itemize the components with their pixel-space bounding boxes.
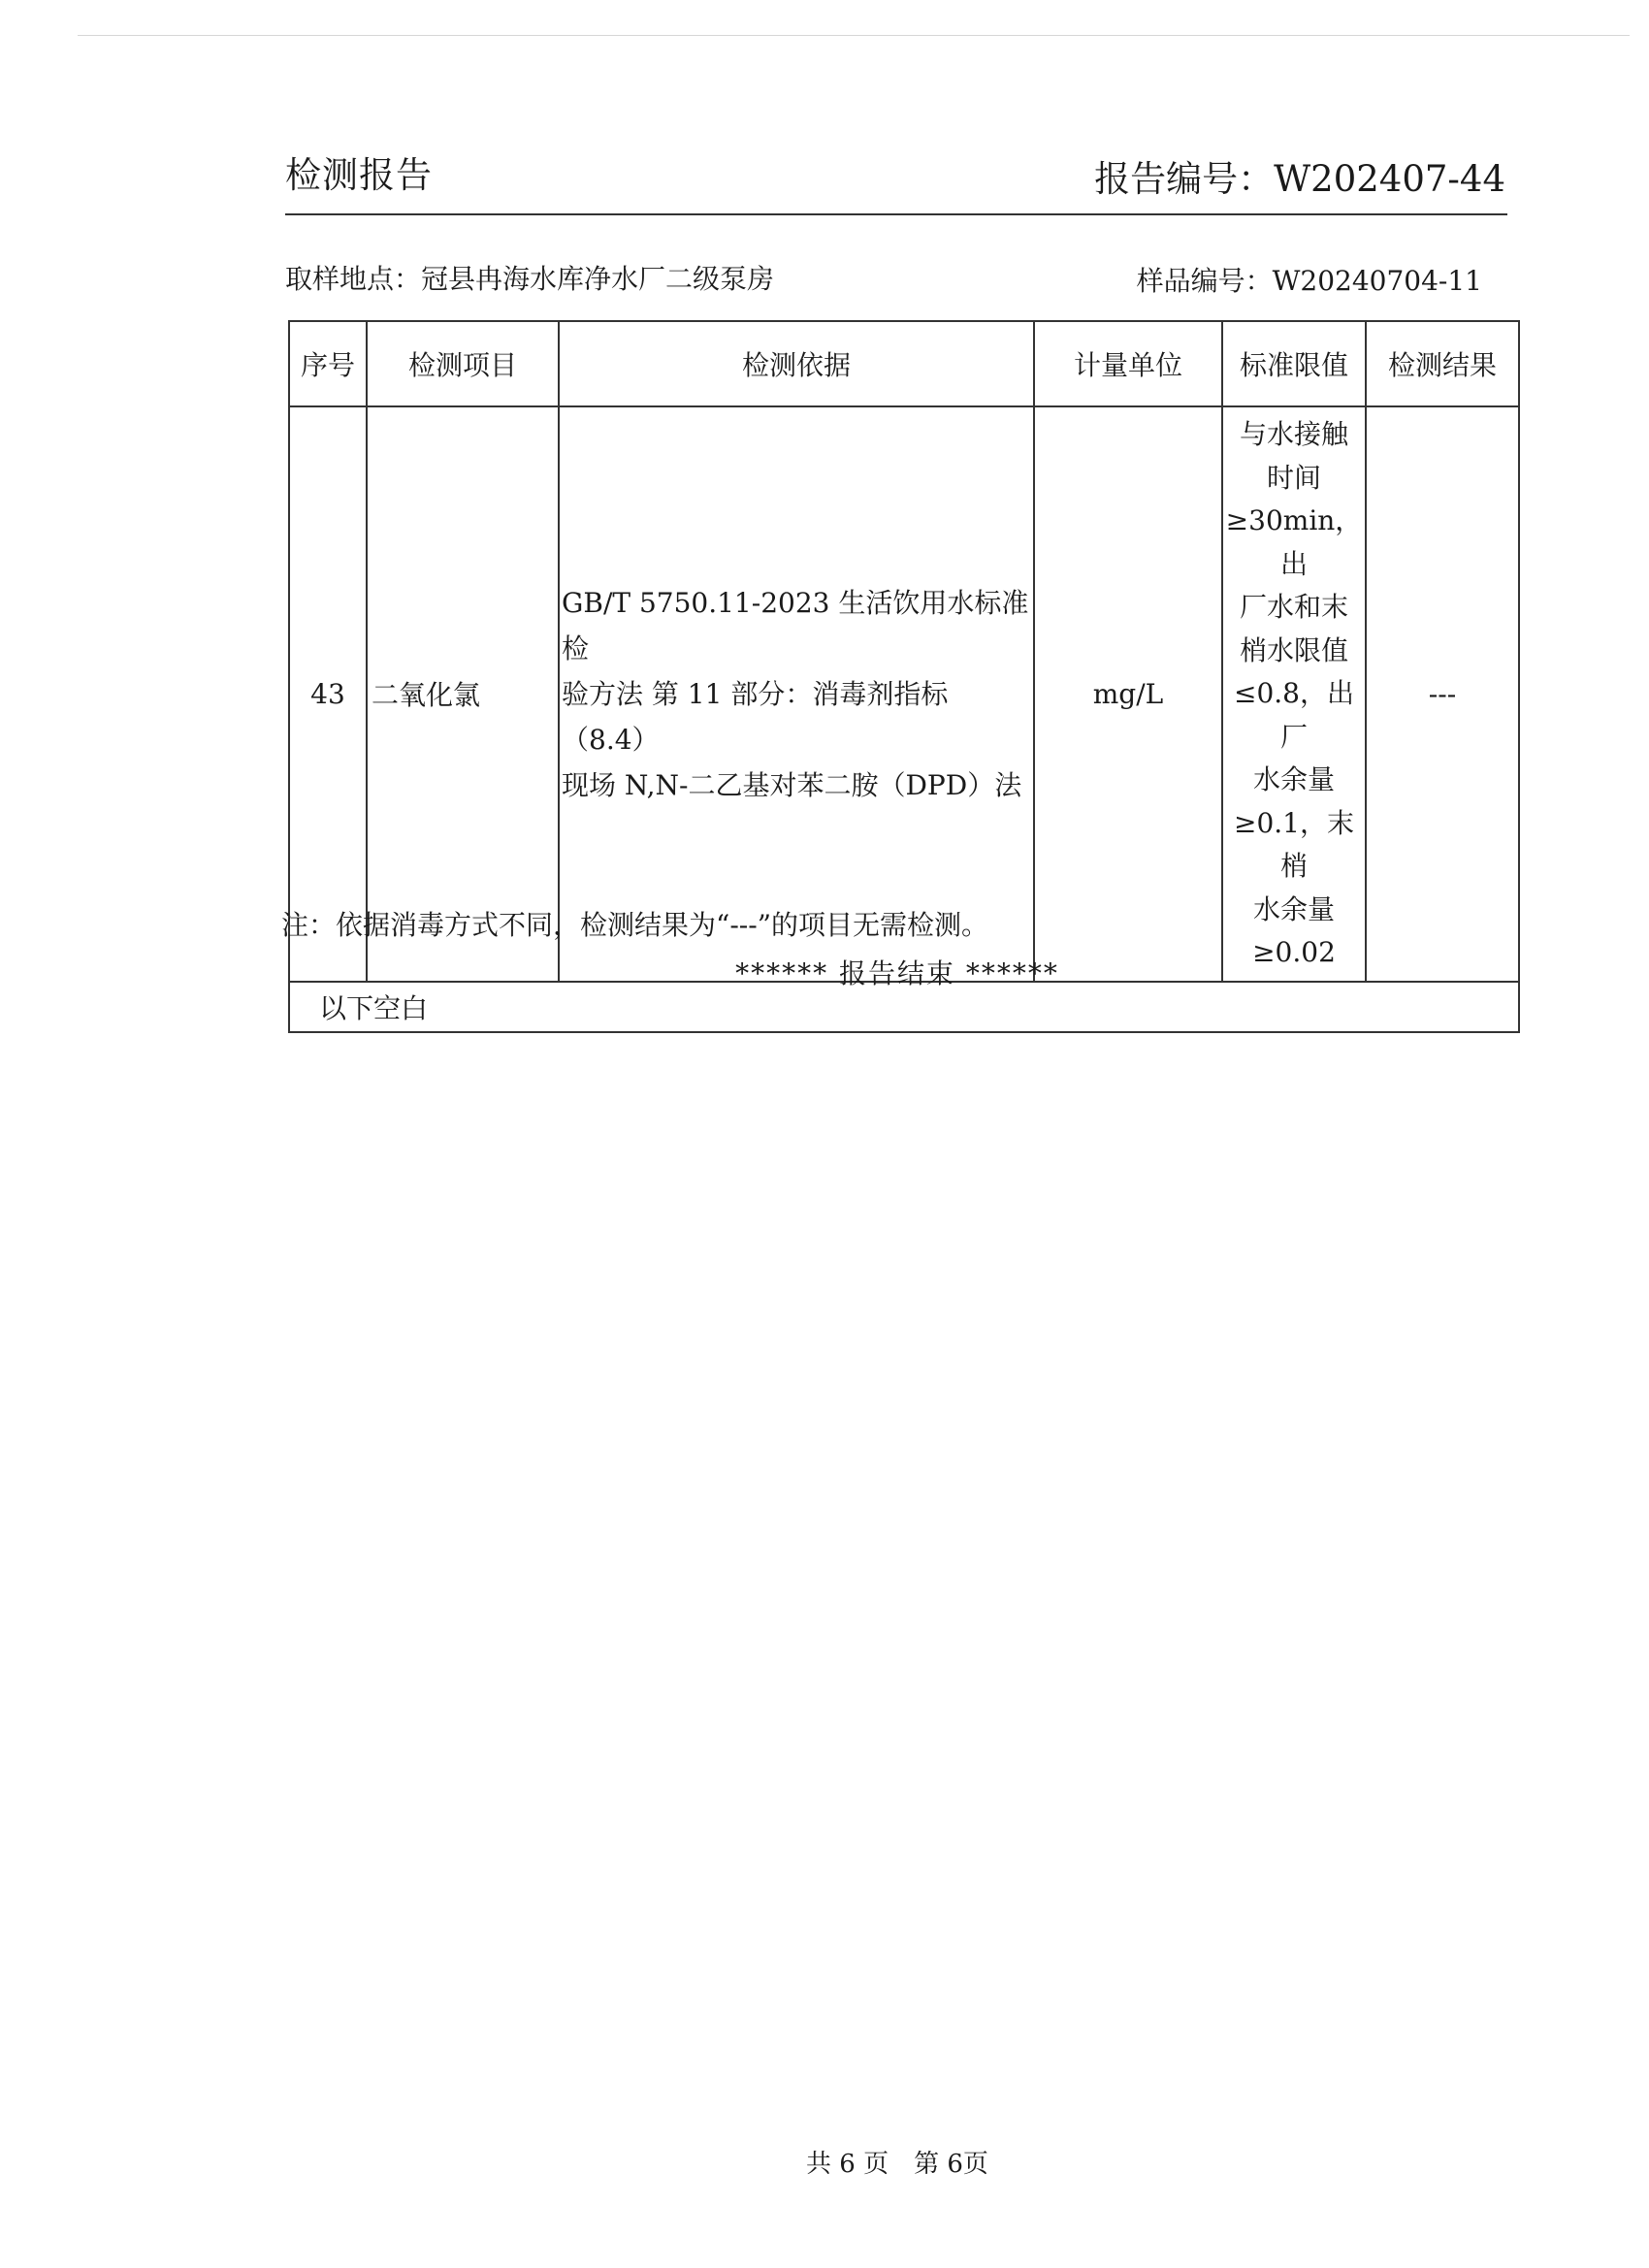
cell-limit bbox=[1222, 406, 1366, 982]
scan-edge-line bbox=[78, 35, 1630, 36]
report-title: 检测报告 bbox=[285, 154, 433, 196]
sample-number: 样品编号：W20240704-11 bbox=[1136, 265, 1482, 297]
cell-basis bbox=[559, 406, 1034, 982]
blank-note: 以下空白 bbox=[289, 982, 1519, 1032]
cell-unit: mg/L bbox=[1034, 406, 1222, 982]
col-header-basis: 检测依据 bbox=[559, 321, 1034, 406]
report-number: 报告编号：W202407-44 bbox=[1094, 158, 1505, 200]
cell-item: 二氧化氯 bbox=[367, 406, 559, 982]
limit-line: ≥30min，出 bbox=[1225, 504, 1363, 580]
col-header-unit: 计量单位 bbox=[1034, 321, 1222, 406]
footnote: 注：依据消毒方式不同，检测结果为“---”的项目无需检测。 bbox=[281, 909, 989, 941]
header-divider bbox=[285, 213, 1507, 215]
col-header-item: 检测项目 bbox=[367, 321, 559, 406]
basis-line: 现场 N,N-二乙基对苯二胺（DPD）法 bbox=[562, 768, 1022, 801]
col-header-no: 序号 bbox=[289, 321, 367, 406]
table-row bbox=[289, 406, 1519, 982]
limit-line: ≥0.1，末梢 bbox=[1234, 806, 1354, 882]
report-end-mark: ****** 报告结束 ****** bbox=[735, 957, 1059, 989]
cell-no: 43 bbox=[289, 406, 367, 982]
limit-line: 水余量 bbox=[1252, 763, 1335, 795]
limit-line: ≤0.8，出厂 bbox=[1234, 677, 1354, 753]
limit-line: 厂水和末 bbox=[1239, 591, 1348, 623]
col-header-result: 检测结果 bbox=[1366, 321, 1519, 406]
table-header-row bbox=[289, 321, 1519, 406]
sampling-location: 取样地点：冠县冉海水库净水厂二级泵房 bbox=[285, 263, 775, 295]
col-header-limit: 标准限值 bbox=[1222, 321, 1366, 406]
limit-line: 水余量 bbox=[1252, 892, 1335, 925]
basis-line: 验方法 第 11 部分：消毒剂指标（8.4） bbox=[562, 677, 949, 756]
limit-line: 与水接触 bbox=[1239, 418, 1348, 450]
cell-result: --- bbox=[1366, 406, 1519, 982]
basis-line: GB/T 5750.11-2023 生活饮用水标准检 bbox=[562, 586, 1029, 664]
limit-line: 梢水限值 bbox=[1239, 633, 1348, 666]
limit-line: ≥0.02 bbox=[1252, 936, 1336, 968]
limit-line: 时间 bbox=[1266, 461, 1321, 494]
page-number: 共 6 页 第 6页 bbox=[806, 2150, 988, 2179]
